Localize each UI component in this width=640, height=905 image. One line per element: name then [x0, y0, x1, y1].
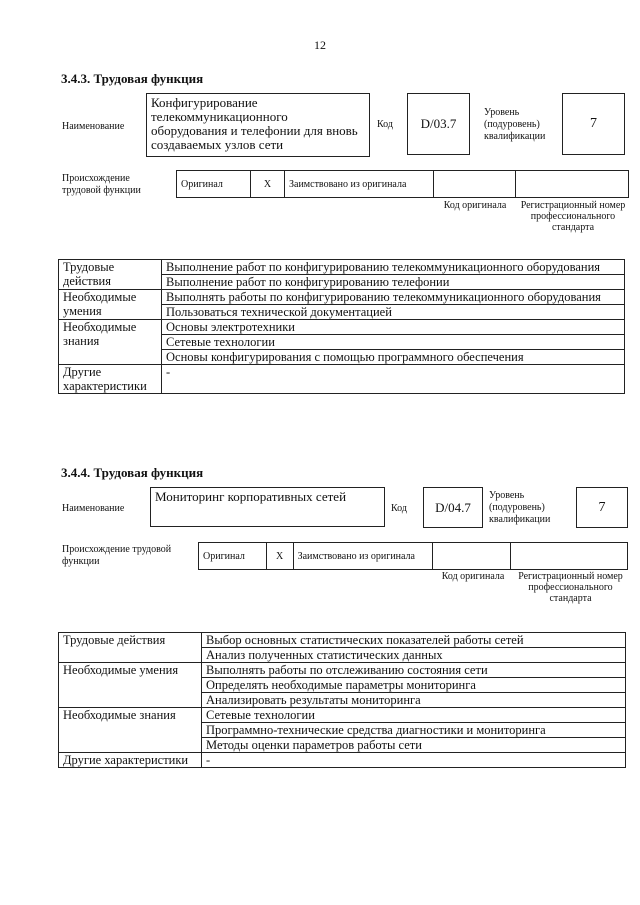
reg-number-cell [516, 171, 628, 197]
table-cell: Выполнение работ по конфигурированию телефонии [162, 275, 625, 290]
row-label: Трудовые действия [59, 260, 162, 290]
section-heading: 3.4.4. Трудовая функция [61, 465, 204, 480]
reg-number-caption: Регистрационный номер профессионального стандарта [520, 200, 626, 233]
name-label: Наименование [62, 121, 125, 132]
table-cell: Сетевые технологии [202, 708, 626, 723]
origin-row [198, 542, 628, 570]
table-cell: Выполнять работы по отслеживанию состояния сети [202, 663, 626, 678]
page-number: 12 [314, 38, 326, 52]
table-cell: Пользоваться технической документацией [162, 305, 625, 320]
table-cell: Определять необходимые параметры мониторинга [202, 678, 626, 693]
row-label: Необходимые знания [59, 320, 162, 365]
name-label: Наименование [62, 503, 125, 514]
original-code-cell [434, 171, 516, 197]
table-cell: Выполнение работ по конфигурированию телекоммуникационного оборудования [162, 260, 625, 275]
table-cell: - [162, 365, 625, 394]
origin-label: Происхождение трудовой функции [62, 544, 172, 567]
name-value: Мониторинг корпоративных сетей [150, 487, 385, 527]
table-cell: Анализировать результаты мониторинга [202, 693, 626, 708]
level-value: 7 [562, 93, 625, 155]
table-cell: - [202, 753, 626, 768]
origin-label: Происхождение трудовой функции [62, 173, 141, 196]
borrowed-label: Заимствовано из оригинала [294, 543, 433, 569]
table-cell: Методы оценки параметров работы сети [202, 738, 626, 753]
table-cell: Программно-технические средства диагностики и мониторинга [202, 723, 626, 738]
origin-row [176, 170, 629, 198]
table-cell: Основы электротехники [162, 320, 625, 335]
code-label: Код [377, 119, 393, 130]
borrowed-label: Заимствовано из оригинала [285, 171, 434, 197]
level-label: Уровень (подуровень) квалификации [489, 490, 551, 525]
row-label: Другие характеристики [59, 365, 162, 394]
level-label: Уровень (подуровень) квалификации [484, 107, 546, 142]
reg-number-caption: Регистрационный номер профессионального стандарта [518, 571, 623, 604]
original-label: Оригинал [177, 171, 251, 197]
section-heading: 3.4.3. Трудовая функция [61, 71, 204, 86]
row-label: Трудовые действия [59, 633, 202, 663]
row-label: Необходимые знания [59, 708, 202, 753]
original-mark: X [267, 543, 294, 569]
row-label: Необходимые умения [59, 290, 162, 320]
table-cell: Основы конфигурирования с помощью программного обеспечения [162, 350, 625, 365]
table-cell: Сетевые технологии [162, 335, 625, 350]
original-label: Оригинал [199, 543, 267, 569]
function-table [58, 259, 625, 394]
reg-number-cell [511, 543, 627, 569]
table-cell: Выбор основных статистических показателей работы сетей [202, 633, 626, 648]
code-label: Код [391, 503, 407, 514]
original-mark: X [251, 171, 285, 197]
orig-code-caption: Код оригинала [443, 200, 507, 211]
table-cell: Выполнять работы по конфигурированию телекоммуникационного оборудования [162, 290, 625, 305]
orig-code-caption: Код оригинала [441, 571, 505, 582]
name-value: Конфигурирование телекоммуникационного оборудования и телефонии для вновь создаваемых узлов сети [146, 93, 370, 157]
code-value: D/03.7 [407, 93, 470, 155]
table-cell: Анализ полученных статистических данных [202, 648, 626, 663]
row-label: Другие характеристики [59, 753, 202, 768]
row-label: Необходимые умения [59, 663, 202, 708]
function-table [58, 632, 626, 768]
code-value: D/04.7 [423, 487, 483, 528]
original-code-cell [433, 543, 511, 569]
level-value: 7 [576, 487, 628, 528]
